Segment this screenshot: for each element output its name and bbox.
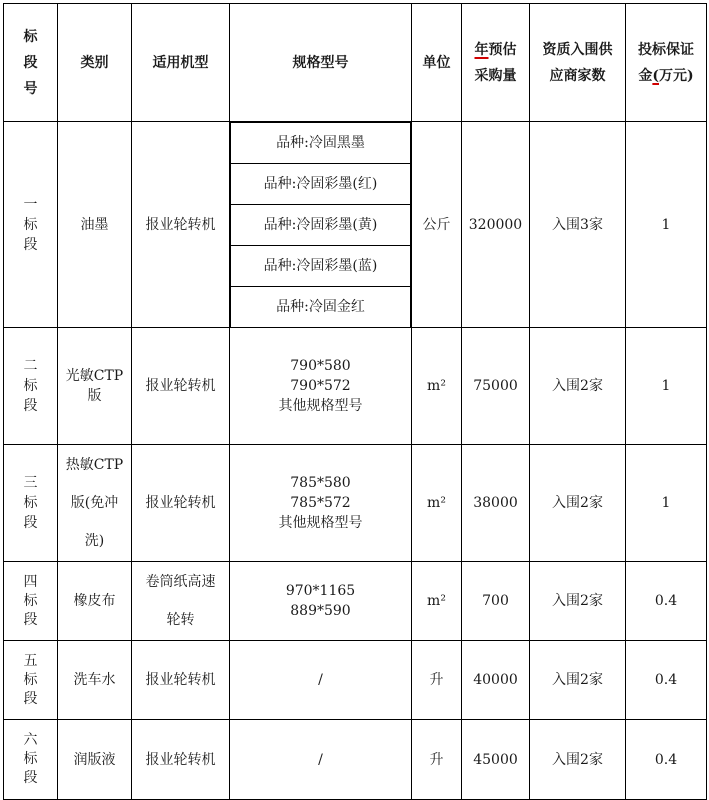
table-row: [4, 445, 707, 562]
cell-section: 三标段: [4, 445, 58, 562]
cell-machine: 卷筒纸高速轮转: [132, 562, 230, 641]
cell-unit: m²: [412, 328, 462, 445]
cell-quantity: 40000: [462, 641, 530, 720]
table-row: [4, 720, 707, 800]
cell-section: 六标段: [4, 720, 58, 800]
spec-item: 970*1165: [285, 583, 356, 599]
cell-section: 五标段: [4, 641, 58, 720]
header-quantity-rest: 预估采购量: [474, 41, 517, 84]
cell-machine: 报业轮转机: [132, 720, 230, 800]
header-category: 类别: [58, 4, 132, 122]
cell-spec: [230, 445, 412, 562]
cell-spec: [230, 328, 412, 445]
cell-category: 热敏CTP版(免冲洗): [58, 445, 132, 562]
cell-quantity: 38000: [462, 445, 530, 562]
header-machine: 适用机型: [132, 4, 230, 122]
header-suppliers: 资质入围供应商家数: [530, 4, 626, 122]
spec-item: 品种:冷固黑墨: [231, 123, 411, 164]
cell-suppliers: 入围3家: [530, 122, 626, 328]
cell-deposit: 0.4: [626, 720, 707, 800]
header-row: [4, 4, 707, 122]
cell-section: 一标段: [4, 122, 58, 328]
header-deposit: [626, 4, 707, 122]
header-deposit-underlined: (: [652, 67, 659, 84]
cell-deposit: 0.4: [626, 562, 707, 641]
cell-deposit: 1: [626, 328, 707, 445]
cell-section: 二标段: [4, 328, 58, 445]
cell-category: 润版液: [58, 720, 132, 800]
spec-item: 品种:冷固彩墨(红): [231, 164, 411, 205]
cell-machine: 报业轮转机: [132, 641, 230, 720]
spec-item: 790*572: [290, 378, 351, 394]
cell-unit: 公斤: [412, 122, 462, 328]
cell-suppliers: 入围2家: [530, 562, 626, 641]
header-quantity: [462, 4, 530, 122]
spec-item: 其他规格型号: [278, 398, 363, 414]
spec-item: 品种:冷固彩墨(蓝): [231, 246, 411, 287]
cell-suppliers: 入围2家: [530, 641, 626, 720]
header-unit: 单位: [412, 4, 462, 122]
spec-item: 品种:冷固金红: [231, 287, 411, 328]
cell-quantity: 700: [462, 562, 530, 641]
cell-unit: m²: [412, 562, 462, 641]
cell-section: 四标段: [4, 562, 58, 641]
cell-unit: 升: [412, 641, 462, 720]
table-row: [4, 328, 707, 445]
spec-item: 品种:冷固彩墨(黄): [231, 205, 411, 246]
cell-category: 油墨: [58, 122, 132, 328]
cell-quantity: 45000: [462, 720, 530, 800]
cell-deposit: 0.4: [626, 641, 707, 720]
header-spec: 规格型号: [230, 4, 412, 122]
cell-category: 橡皮布: [58, 562, 132, 641]
spec-item: 其他规格型号: [278, 515, 363, 531]
cell-machine: 报业轮转机: [132, 445, 230, 562]
bid-sections-table: [3, 3, 707, 800]
spec-item: 889*590: [290, 603, 351, 619]
cell-quantity: 320000: [462, 122, 530, 328]
cell-category: 光敏CTP版: [58, 328, 132, 445]
table-row: [4, 122, 707, 328]
cell-unit: m²: [412, 445, 462, 562]
cell-deposit: 1: [626, 445, 707, 562]
cell-suppliers: 入围2家: [530, 328, 626, 445]
cell-spec: /: [230, 641, 412, 720]
header-section: 标段号: [4, 4, 58, 122]
cell-quantity: 75000: [462, 328, 530, 445]
spec-item: 785*580: [290, 475, 351, 491]
spec-subtable: [230, 122, 411, 327]
cell-unit: 升: [412, 720, 462, 800]
cell-spec: /: [230, 720, 412, 800]
table-row: [4, 562, 707, 641]
cell-category: 洗车水: [58, 641, 132, 720]
table-row: [4, 641, 707, 720]
header-deposit-pre: 投标保证金: [638, 41, 694, 84]
cell-spec: [230, 122, 412, 328]
spec-item: 790*580: [290, 358, 351, 374]
cell-suppliers: 入围2家: [530, 445, 626, 562]
cell-machine: 报业轮转机: [132, 328, 230, 445]
cell-machine: 报业轮转机: [132, 122, 230, 328]
cell-spec: [230, 562, 412, 641]
spec-item: 785*572: [290, 495, 351, 511]
cell-suppliers: 入围2家: [530, 720, 626, 800]
cell-deposit: 1: [626, 122, 707, 328]
header-deposit-rest: 万元): [659, 67, 694, 84]
header-quantity-underlined: 年: [474, 41, 489, 58]
